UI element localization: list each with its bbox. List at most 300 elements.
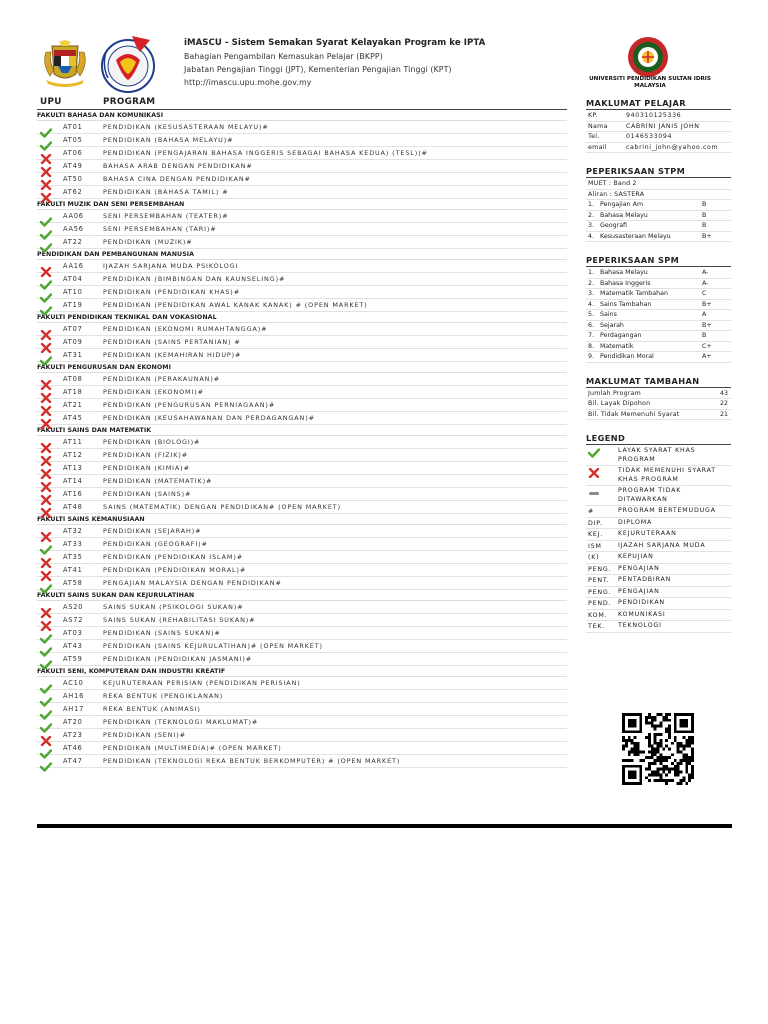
qr-code [622,713,694,785]
legend-abbreviation: # [588,508,595,515]
program-row [37,223,567,236]
program-row [37,436,567,449]
faculty-heading: FAKULTI SAINS SUKAN DAN KEJURULATIHAN [37,591,567,601]
program-code: AT49 [63,162,83,170]
not-eligible-cross-icon [40,616,52,626]
subject-name: Bahasa Melayu [600,269,648,276]
not-eligible-cross-icon [40,603,52,613]
program-name: PENDIDIKAN (MUZIK)# [103,238,193,246]
program-code: AT14 [63,477,83,485]
program-row [37,299,567,312]
legend-text: PENTADBIRAN [618,576,672,583]
student-field-label: KP. [588,112,598,119]
aliran-text: Aliran : SASTERA [588,190,645,198]
program-code: AT62 [63,188,83,196]
extra-info-label: Bil. Layak Dipohon [588,400,651,407]
program-code: AT19 [63,301,83,309]
eligible-check-icon [40,655,52,665]
program-name: PENDIDIKAN (KIMIA)# [103,464,190,472]
program-row [37,755,567,768]
program-name: PENDIDIKAN (BIOLOGI)# [103,438,201,446]
eligible-check-icon [40,123,52,133]
extra-info-label: Bil. Tidak Memenuhi Syarat [588,410,680,418]
program-code: AS20 [63,603,84,611]
not-eligible-cross-icon [40,438,52,448]
legend-text: KEJURUTERAAN [618,530,677,537]
subject-name: Bahasa Inggeris [600,279,651,287]
subject-grade: A- [702,279,709,287]
legend-text: DIPLOMA [618,518,653,526]
student-info-title: MAKLUMAT PELAJAR [586,96,731,110]
program-row [37,614,567,627]
program-row [37,577,567,590]
eligible-check-icon [40,540,52,550]
program-list [37,96,567,768]
program-name: PENDIDIKAN (PENGAJARAN BAHASA INGGERIS SEBAGAI BAHASA KEDUA) (TESL))# [103,149,428,157]
aliran [586,190,731,201]
program-row [37,742,567,755]
spm-subject-row [586,279,731,290]
faculty-heading: PENDIDIKAN DAN PEMBANGUNAN MANUSIA [37,250,567,260]
legend-abbreviation: PENG. [588,588,612,596]
not-eligible-cross-icon [40,338,52,348]
program-code: AT04 [63,275,83,283]
program-name: PENDIDIKAN (PENGURUSAN PERNIAGAAN)# [103,401,276,409]
eligible-check-icon [40,629,52,639]
subject-name: Perdagangan [600,332,642,339]
spm-subject-row [586,310,731,321]
not-eligible-cross-icon [40,503,52,513]
subject-number: 3. [588,290,595,297]
stpm-title: PEPERIKSAAN STPM [586,164,731,178]
faculty-heading: FAKULTI PENDIDIKAN TEKNIKAL DAN VOKASIONAL [37,313,567,323]
program-code: AT35 [63,553,83,561]
program-list-header [37,96,567,110]
subject-number: 4. [588,300,595,308]
faculty-heading: FAKULTI MUZIK DAN SENI PERSEMBAHAN [37,200,567,210]
eligible-check-icon [40,288,52,298]
extra-info-label: Jumlah Program [588,389,641,397]
program-row [37,373,567,386]
program-code: AT48 [63,503,83,511]
program-code: AT59 [63,655,83,663]
student-info-row [586,143,731,154]
program-row [37,286,567,299]
subject-number: 2. [588,211,595,219]
legend-abbreviation: KOM. [588,611,608,619]
eligible-check-icon [40,757,52,767]
program-name: IJAZAH SARJANA MUDA PSIKOLOGI [103,262,239,270]
subject-grade: A- [702,269,709,276]
program-code: AS72 [63,616,84,624]
program-row [37,349,567,362]
extra-info-value: 43 [719,389,728,397]
program-code: AT03 [63,629,83,637]
eligible-check-icon [40,351,52,361]
program-name: PENDIDIKAN (MULTIMEDIA)# (OPEN MARKET) [103,744,282,752]
program-code: AT05 [63,136,83,144]
spm-subject-row [586,331,731,342]
program-name: PENDIDIKAN (BAHASA MELAYU)# [103,136,234,144]
program-code: AT10 [63,288,83,296]
legend-item [586,466,731,486]
legend-item [586,564,731,576]
program-name: PENDIDIKAN (SAINS PERTANIAN) # [103,338,241,346]
eligible-check-icon [588,448,600,460]
program-row [37,273,567,286]
not-eligible-cross-icon [588,468,600,480]
legend-item [586,506,731,518]
program-code: AT16 [63,490,83,498]
program-name: PENDIDIKAN (EKONOMI RUMAHTANGGA)# [103,325,268,333]
extra-info-value: 21 [719,410,728,418]
student-field-value: 0146533094 [626,133,673,140]
subject-number: 1. [588,269,595,276]
subject-grade: A+ [702,353,712,360]
program-row [37,121,567,134]
legend-item [586,587,731,599]
program-code: AT31 [63,351,83,359]
legend-text: KEPUJIAN [618,553,654,560]
eligible-check-icon [40,718,52,728]
program-code: AT08 [63,375,83,383]
not-eligible-cross-icon [40,414,52,424]
program-row [37,134,567,147]
program-name: PENDIDIKAN (PENDIDIKAN JASMANI)# [103,655,252,663]
legend-abbreviation: PENT. [588,577,610,584]
extra-info-row [586,410,731,421]
legend-text: PENDIDIKAN [618,599,665,606]
program-code: AT41 [63,566,83,574]
program-column-header: PROGRAM [103,97,156,107]
student-field-value: cabrini_john@yahoo.com [626,143,719,151]
legend-abbreviation: PENG. [588,565,612,573]
program-row [37,160,567,173]
program-name: PENDIDIKAN (MATEMATIK)# [103,477,213,485]
not-eligible-cross-icon [40,527,52,537]
program-row [37,729,567,742]
program-name: PENDIDIKAN (KEUSAHAWANAN DAN PERDAGANGAN)# [103,414,315,422]
program-name: PENDIDIKAN (EKONOMI)# [103,388,204,396]
subject-number: 3. [588,222,595,229]
program-row [37,690,567,703]
legend-abbreviation: TEK. [588,623,606,630]
subject-name: Bahasa Melayu [600,211,648,219]
program-name: PENDIDIKAN (SAINS SUKAN)# [103,629,221,637]
legend-item [586,610,731,622]
program-name: PENDIDIKAN (BIMBINGAN DAN KAUNSELING)# [103,275,286,283]
program-code: AT06 [63,149,83,157]
subject-grade: B+ [702,321,712,329]
program-code: AT21 [63,401,83,409]
subject-name: Pendidikan Moral [600,353,654,360]
legend-text: PENGAJIAN [618,564,660,572]
program-code: AT46 [63,744,83,752]
student-info-row [586,132,731,143]
stpm-subject-rows [586,200,731,242]
legend-item [586,529,731,541]
program-name: PENDIDIKAN (GEOGRAFI)# [103,540,208,548]
program-name: PENDIDIKAN (SAINS)# [103,490,192,498]
legend-item [586,446,731,466]
subject-number: 2. [588,279,595,287]
extra-info-row [586,399,731,410]
not-eligible-cross-icon [40,162,52,172]
not-eligible-cross-icon [40,490,52,500]
faculty-heading: FAKULTI SAINS DAN MATEMATIK [37,426,567,436]
legend-item [586,518,731,530]
program-name: PENDIDIKAN (TEKNOLOGI REKA BENTUK BERKOMPUTER) # (OPEN MARKET) [103,757,401,765]
program-row [37,323,567,336]
program-row [37,627,567,640]
program-row [37,412,567,425]
subject-name: Sains Tambahan [600,300,652,308]
stpm-subject-row [586,232,731,243]
program-name: PENGAJIAN MALAYSIA DENGAN PENDIDIKAN# [103,579,282,587]
program-code: AT22 [63,238,83,246]
header-url: http://imascu.upu.mohe.gov.my [184,78,312,87]
subject-grade: C [702,290,707,297]
extra-info-rows [586,389,731,421]
spm-subject-row [586,352,731,363]
program-name: PENDIDIKAN (TEKNOLOGI MAKLUMAT)# [103,718,259,726]
bottom-divider [37,824,732,828]
subject-grade: A [702,311,707,318]
program-code: AT33 [63,540,83,548]
program-row [37,260,567,273]
subject-number: 1. [588,201,595,208]
eligible-check-icon [40,679,52,689]
program-code: AA06 [63,212,84,220]
program-code: AT32 [63,527,83,535]
header-text-block [184,38,574,91]
program-name: BAHASA CINA DENGAN PENDIDIKAN# [103,175,251,183]
subject-grade: C+ [702,342,712,350]
upu-column-header: UPU [40,97,62,107]
legend-abbreviation: KEJ. [588,531,604,538]
subject-name: Geografi [600,222,628,229]
eligible-check-icon [40,275,52,285]
program-row [37,336,567,349]
program-row [37,551,567,564]
student-field-value: 940310125336 [626,112,682,119]
program-name: PENDIDIKAN (PENDIDIKAN MORAL)# [103,566,247,574]
not-eligible-cross-icon [40,188,52,198]
subject-number: 6. [588,321,595,329]
program-name: REKA BENTUK (PENGIKLANAN) [103,692,224,700]
program-row [37,564,567,577]
not-eligible-cross-icon [40,401,52,411]
program-name: BAHASA ARAB DENGAN PENDIDIKAN# [103,162,253,170]
legend-text: TEKNOLOGI [618,622,662,629]
program-code: AH17 [63,705,85,713]
subject-name: Sejarah [600,321,624,329]
program-row [37,386,567,399]
program-row [37,538,567,551]
student-info-rows [586,111,731,153]
program-row [37,640,567,653]
program-row [37,210,567,223]
program-row [37,501,567,514]
program-name: PENDIDIKAN (PERAKAUNAN)# [103,375,220,383]
not-eligible-cross-icon [40,477,52,487]
eligible-check-icon [40,238,52,248]
subject-name: Sains [600,311,617,318]
program-code: AT50 [63,175,83,183]
program-name: SENI PERSEMBAHAN (TARI)# [103,225,217,233]
spm-subject-rows [586,268,731,363]
legend-abbreviation: (K) [588,554,600,561]
subject-number: 5. [588,311,595,318]
legend-item [586,621,731,633]
program-code: AA16 [63,262,84,270]
program-code: AC10 [63,679,84,687]
subject-grade: B [702,332,707,339]
program-name: PENDIDIKAN (PENDIDIKAN AWAL KANAK KANAK) # (OPEN MARKET) [103,301,368,309]
student-field-label: Tel. [588,133,600,140]
header-line: Jabatan Pengajian Tinggi (JPT), Kementerian Pengajian Tinggi (KPT) [184,65,452,74]
program-name: PENDIDIKAN (BAHASA TAMIL) # [103,188,229,196]
student-field-label: Nama [588,122,608,130]
legend-rows [586,446,731,633]
stpm-subject-row [586,221,731,232]
eligible-check-icon [40,136,52,146]
faculty-heading: FAKULTI PENGURUSAN DAN EKONOMI [37,363,567,373]
subject-number: 4. [588,232,595,240]
report-header [0,0,768,100]
program-name: KEJURUTERAAN PERISIAN (PENDIDIKAN PERISIAN) [103,679,301,687]
program-name: PENDIDIKAN (FIZIK)# [103,451,189,459]
not-eligible-cross-icon [40,451,52,461]
program-row [37,462,567,475]
subject-name: Kesusasteraan Melayu [600,232,671,240]
extra-info-value: 22 [719,400,728,407]
subject-number: 9. [588,353,595,360]
program-code: AT01 [63,123,83,131]
student-field-label: email [588,143,607,151]
student-info-panel [586,96,731,633]
spm-subject-row [586,289,731,300]
eligible-check-icon [40,301,52,311]
program-row [37,601,567,614]
subject-number: 7. [588,332,595,339]
program-row [37,399,567,412]
stpm-subject-row [586,211,731,222]
student-info-row [586,122,731,133]
program-code: AT11 [63,438,83,446]
eligible-check-icon [40,642,52,652]
faculty-list [37,111,567,768]
legend-text: PENGAJIAN [618,587,660,595]
program-name: PENDIDIKAN (SENI)# [103,731,186,739]
not-eligible-cross-icon [40,731,52,741]
student-info-row [586,111,731,122]
legend-text: TIDAK MEMENUHI SYARAT KHAS PROGRAM [618,467,716,483]
spm-subject-row [586,342,731,353]
legend-text: LAYAK SYARAT KHAS PROGRAM [618,447,696,463]
eligible-check-icon [40,744,52,754]
not-eligible-cross-icon [40,553,52,563]
program-code: AA56 [63,225,84,233]
spm-subject-row [586,300,731,311]
university-name-line: MALAYSIA [634,83,666,89]
program-code: AT07 [63,325,83,333]
program-row [37,475,567,488]
eligible-check-icon [40,705,52,715]
not-eligible-cross-icon [40,388,52,398]
muet-band [586,179,731,190]
header-line: Bahagian Pengambilan Kemasukan Pelajar (BKPP) [184,52,383,61]
program-name: PENDIDIKAN (PENDIDIKAN KHAS)# [103,288,240,296]
program-row [37,173,567,186]
legend-item [586,575,731,587]
university-name-line: UNIVERSITI PENDIDIKAN SULTAN IDRIS [589,76,711,82]
program-code: AT58 [63,579,83,587]
program-row [37,653,567,666]
not-eligible-cross-icon [40,149,52,159]
program-name: PENDIDIKAN (KESUSASTERAAN MELAYU)# [103,123,269,131]
program-row [37,449,567,462]
faculty-heading: FAKULTI BAHASA DAN KOMUNIKASI [37,111,567,121]
stpm-subject-row [586,200,731,211]
legend-abbreviation: ISM [588,542,602,550]
program-code: AT09 [63,338,83,346]
program-row [37,677,567,690]
program-name: SAINS (MATEMATIK) DENGAN PENDIDIKAN# (OPEN MARKET) [103,503,341,511]
extra-info-row [586,389,731,400]
subject-name: Matematik Tambahan [600,290,668,297]
program-row [37,525,567,538]
legend-item [586,541,731,553]
program-name: REKA BENTUK (ANIMASI) [103,705,201,713]
spm-subject-row [586,321,731,332]
spm-subject-row [586,268,731,279]
not-offered-dash-icon [588,488,600,500]
upsi-logo [620,36,676,78]
program-name: PENDIDIKAN (SEJARAH)# [103,527,202,535]
faculty-heading: FAKULTI SENI, KOMPUTERAN DAN INDUSTRI KREATIF [37,667,567,677]
subject-name: Matematik [600,342,634,350]
legend-item [586,486,731,506]
program-name: SENI PERSEMBAHAN (TEATER)# [103,212,229,220]
program-row [37,703,567,716]
eligible-check-icon [40,692,52,702]
program-row [37,236,567,249]
program-code: AT23 [63,731,83,739]
program-code: AT20 [63,718,83,726]
not-eligible-cross-icon [40,375,52,385]
program-row [37,488,567,501]
program-row [37,186,567,199]
extra-info-title: MAKLUMAT TAMBAHAN [586,374,731,388]
malaysia-coat-of-arms-logo [38,40,92,90]
program-name: PENDIDIKAN (SAINS KEJURULATIHAN)# (OPEN MARKET) [103,642,323,650]
not-eligible-cross-icon [40,175,52,185]
spm-title: PEPERIKSAAN SPM [586,253,731,267]
legend-text: PROGRAM TIDAK DITAWARKAN [618,487,682,503]
upu-logo [96,32,162,96]
eligible-check-icon [40,225,52,235]
program-name: SAINS SUKAN (PSIKOLOGI SUKAN)# [103,603,244,611]
legend-text: PROGRAM BERTEMUDUGA [618,507,716,514]
program-code: AT18 [63,388,83,396]
subject-grade: B [702,211,707,219]
program-name: SAINS SUKAN (REHABILITASI SUKAN)# [103,616,256,624]
subject-grade: B+ [702,300,712,308]
subject-grade: B+ [702,232,712,240]
subject-name: Pengajian Am [600,201,644,208]
muet-band-text: MUET : Band 2 [588,180,637,187]
